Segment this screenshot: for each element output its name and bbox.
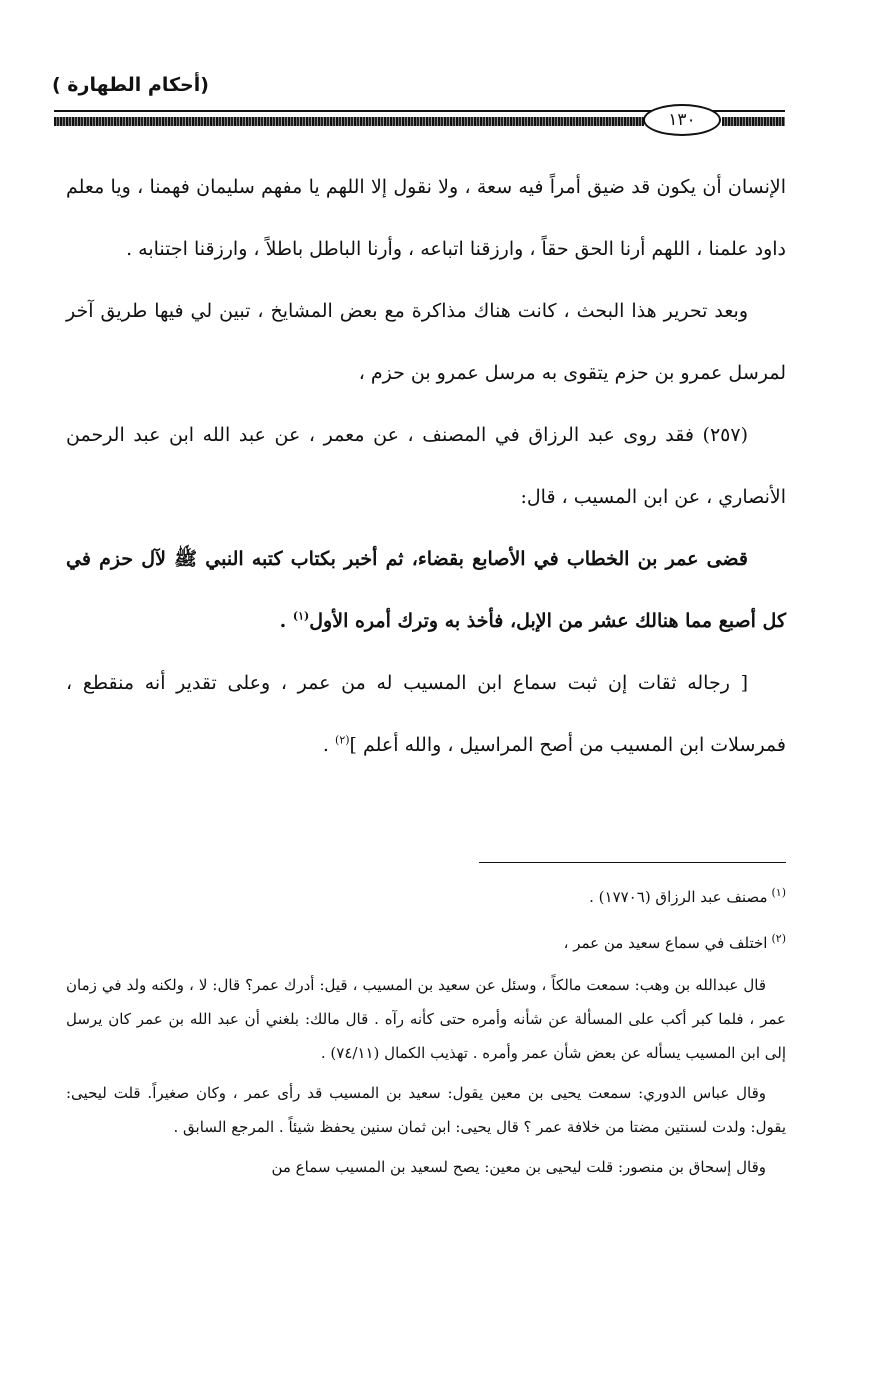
header-rule-right: [722, 117, 785, 126]
footnote-1-text: مصنف عبد الرزاق (١٧٧٠٦) .: [589, 888, 768, 906]
main-text: [66, 156, 786, 776]
footnote-1: [66, 876, 786, 918]
grading-text: [ رجاله ثقات إن ثبت سماع ابن المسيب له من عمر ، وعلى تقدير أنه منقطع ، فمرسلات ابن المسيب من أصح المراسيل ، والله أعلم ]: [66, 672, 786, 756]
hadith-text: قضى عمر بن الخطاب في الأصابع بقضاء، ثم أخبر بكتاب كتبه النبي ﷺ لآل حزم في كل أصبع مما هنالك عشر من الإبل، فأخذ به وترك أمره الأول: [66, 548, 786, 632]
footnote-ref-2[interactable]: (٢): [335, 733, 350, 747]
paragraph-257: (٢٥٧) فقد روى عبد الرزاق في المصنف ، عن معمر ، عن عبد الله ابن عبد الرحمن الأنصاري ، عن ابن المسيب ، قال:: [66, 424, 786, 508]
footnotes: [66, 876, 786, 1190]
footnote-2: [66, 922, 786, 964]
footnote-1-number: (١): [771, 886, 786, 899]
hadith-quote: قضى عمر بن الخطاب في الأصابع بقضاء، ثم أخبر بكتاب كتبه النبي ﷺ لآل حزم في كل أصبع مما هنالك عشر من الإبل، فأخذ به وترك أمره الأول$^{(١)}$ .: [66, 548, 786, 632]
grading-note: [ رجاله ثقات إن ثبت سماع ابن المسيب له من عمر ، وعلى تقدير أنه منقطع ، فمرسلات ابن المسيب من أصح المراسيل ، والله أعلم ]$^{(٢)}$ .: [66, 672, 786, 756]
page-number: ١٣٠: [668, 110, 696, 130]
footnote-ref-1[interactable]: (١): [292, 609, 310, 623]
footnote-2-paragraph-2: وقال عباس الدوري: سمعت يحيى بن معين يقول: سعيد بن المسيب قد رأى عمر ، وكان صغيراً. قلت ليحيى: يقول: ولدت لسنتين مضتا من خلافة عمر ؟ قال يحيى: ابن ثمان سنين يحفظ شيئاً . المرجع السابق .: [66, 1084, 786, 1136]
paragraph-1: الإنسان أن يكون قد ضيق أمراً فيه سعة ، ولا نقول إلا اللهم يا مفهم سليمان فهمنا ، ويا معلم داود علمنا ، اللهم أرنا الحق حقاً ، وارزقنا اتباعه ، وأرنا الباطل باطلاً ، وارزقنا اجتنابه .: [66, 176, 786, 260]
running-header-title: (أحكام الطهارة ): [52, 74, 209, 96]
page-number-badge: [643, 104, 721, 136]
footnote-2-paragraph-1: قال عبدالله بن وهب: سمعت مالكاً ، وسئل عن سعيد بن المسيب ، قيل: أدرك عمر؟ قال: لا ، ولكنه ولد في زمان عمر ، فلما كبر أكب على المسألة عن شأنه وأمره حتى كأنه رآه . قال مالك: بلغني أن عبد الله بن عمر كان يرسل إلى ابن المسيب يسأله عن بعض شأن عمر وأمره . تهذيب الكمال (٧٤/١١) .: [66, 976, 786, 1062]
paragraph-2: وبعد تحرير هذا البحث ، كانت هناك مذاكرة مع بعض المشايخ ، تبين لي فيها طريق آخر لمرسل عمرو بن حزم يتقوى به مرسل عمرو بن حزم ،: [66, 300, 786, 384]
footnote-separator: [479, 862, 786, 863]
footnote-2-number: (٢): [771, 932, 786, 945]
header-rule-left: [54, 117, 644, 126]
footnote-2-paragraph-3: وقال إسحاق بن منصور: قلت ليحيى بن معين: يصح لسعيد بن المسيب سماع من: [271, 1158, 766, 1176]
footnote-2-text: اختلف في سماع سعيد من عمر ،: [563, 934, 768, 952]
